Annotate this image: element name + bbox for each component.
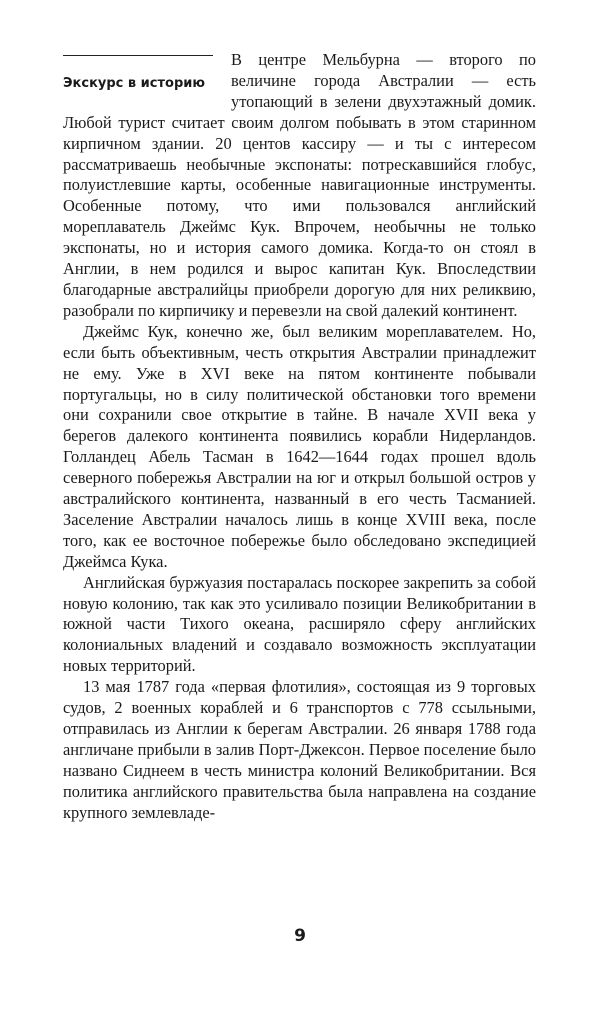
rubric-title: Экскурс в историю xyxy=(63,76,205,91)
section-rubric xyxy=(63,50,213,91)
paragraph-4: 13 мая 1787 года «первая флотилия», состоящая из 9 торговых судов, 2 военных кораблей и 6 транспортов с 778 ссыльными, отправилась из Англии к берегам Австралии. 26 января 1788 года англичане прибыли в залив Порт-Джексон. Первое поселение было названо Сиднеем в честь министра колоний Великобритании. Вся политика английского правительства была направлена на создание крупного землевладе- xyxy=(63,677,536,822)
paragraph-1-text: В центре Мельбурна — второго по величине города Австралии — есть утопающий в зелени двухэтажный домик. Любой турист считает своим долгом побывать в этом старинном кирпичном здании. 20 центов кассиру — и ты с интересом рассматриваешь необычные экспонаты: потрескавшийся глобус, полуистлевшие карты, особенные навигационные инструменты. Особенные потому, что ими пользовался английский мореплаватель Джеймс Кук. Впрочем, необычны не только экспонаты, но и история самого домика. Когда-то он стоял в Англии, в нем родился и вырос капитан Кук. Впоследствии благодарные австралийцы приобрели дорогую для них реликвию, разобрали по кирпичику и перевезли на свой далекий континент. xyxy=(63,50,536,320)
paragraph-2: Джеймс Кук, конечно же, был великим мореплавателем. Но, если быть объективным, честь открытия Австралии принадлежит не ему. Уже в XVI веке на пятом континенте побывали португальцы, но в силу политической обстановки того времени они сохранили свое открытие в тайне. В начале XVII века у берегов далекого континента появились корабли Нидерландов. Голландец Абель Тасман в 1642—1644 годах прошел вдоль северного побережья Австралии на юг и открыл большой остров у австралийского континента, названный в его честь Тасманией. Заселение Австралии началось лишь в конце XVIII века, после того, как ее восточное побережье было обследовано экспедицией Джеймса Кука. xyxy=(63,321,536,571)
paragraph-3: Английская буржуазия постаралась поскорее закрепить за собой новую колонию, так как это усиливало позиции Великобритании в южной части Тихого океана, расширяло сферу английских колониальных владений и создавало возможность эксплуатации новых территорий. xyxy=(63,572,536,676)
rubric-rule xyxy=(63,55,213,56)
page-content xyxy=(63,50,536,824)
body-text xyxy=(63,50,536,824)
page-number: 9 xyxy=(294,926,306,946)
